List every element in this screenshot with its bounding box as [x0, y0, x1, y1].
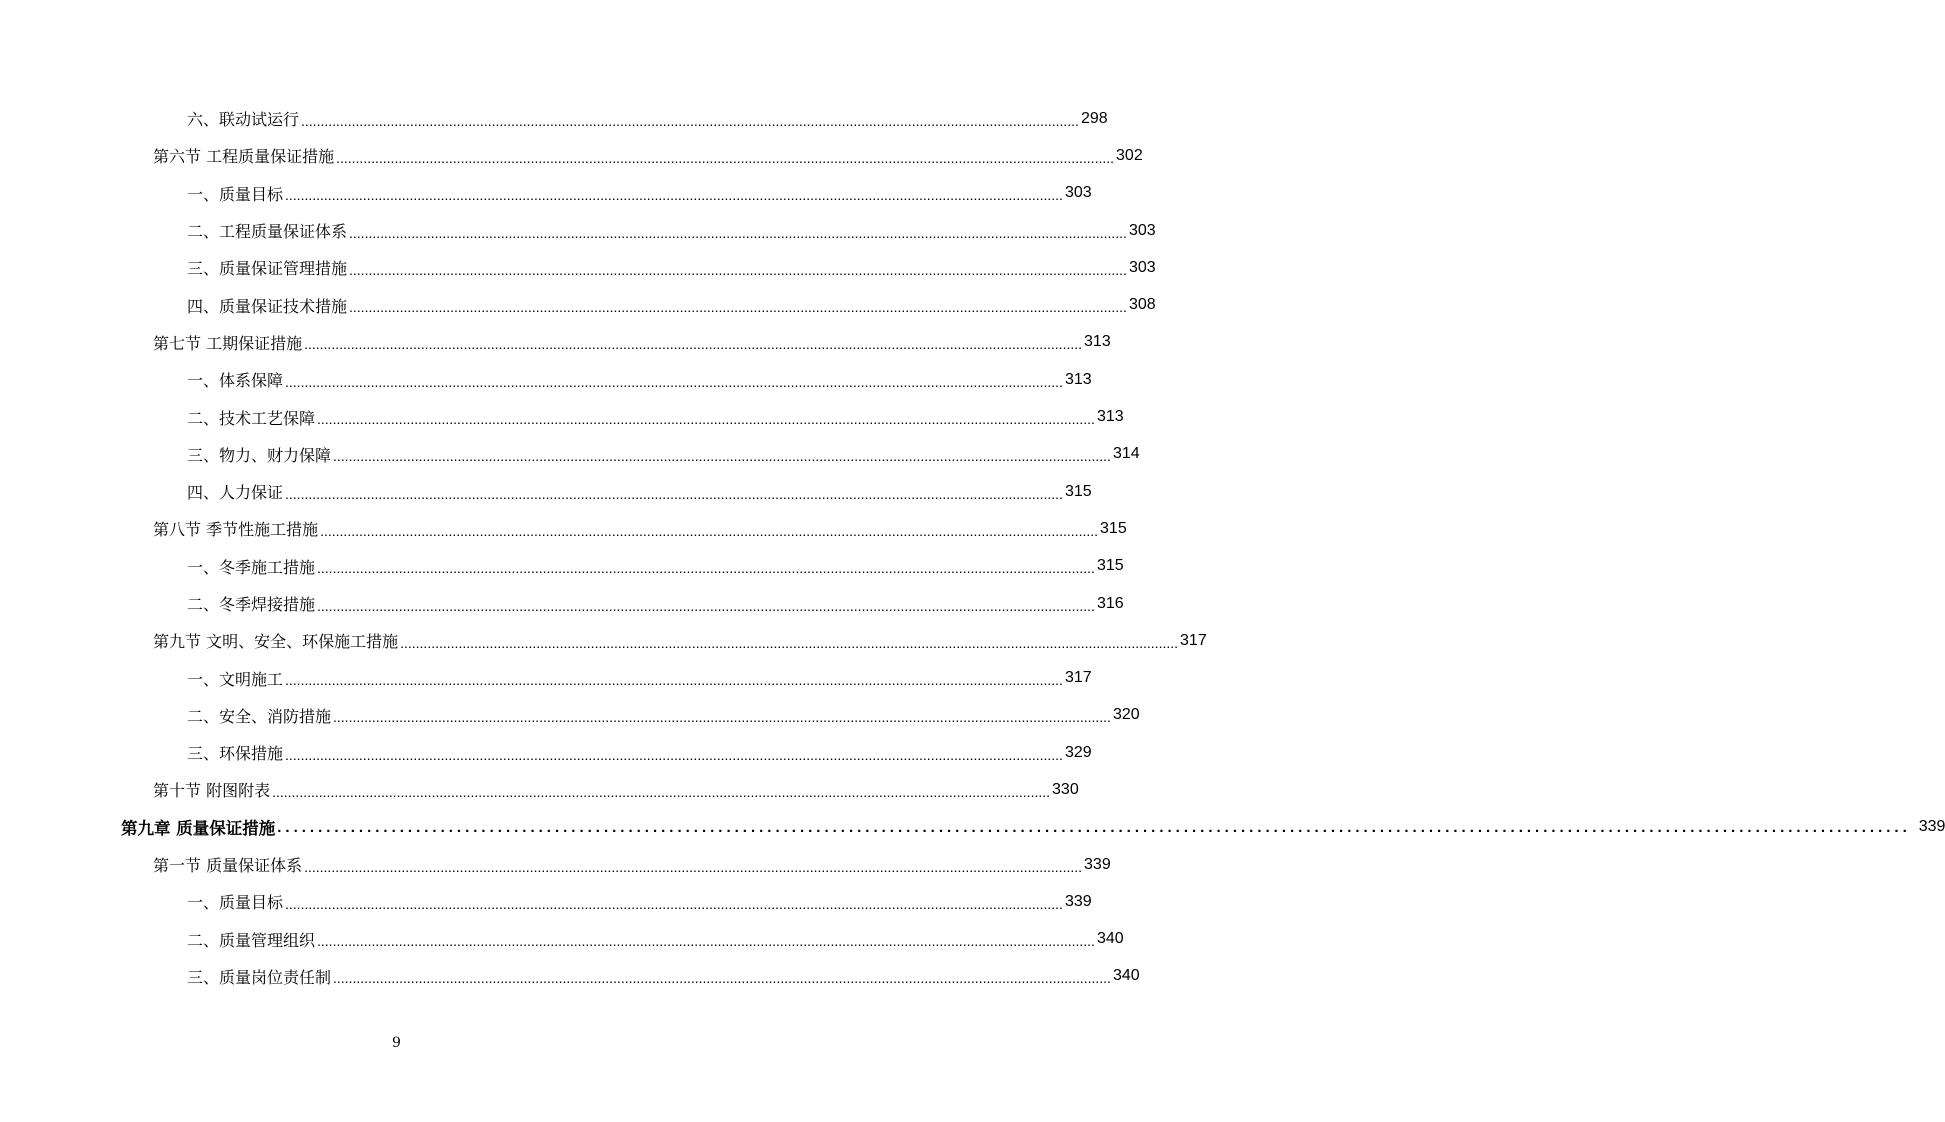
toc-entry-page: 315 [1064, 482, 1092, 500]
toc-subsection-entry[interactable] [0, 734, 1092, 771]
toc-dot-leader: ........................................................................................................................................................................................................ [333, 970, 1111, 987]
toc-subsection-entry[interactable] [0, 585, 1124, 622]
toc-subsection-entry[interactable] [0, 659, 1092, 696]
toc-dot-leader: ........................................................................................................................................................................................................ [349, 299, 1127, 316]
toc-entry-title: 第六节 工程质量保证措施 [153, 147, 335, 167]
toc-dot-leader: ........................................................................................................................................................................................................ [277, 818, 1911, 836]
toc-entry-page: 320 [1112, 706, 1140, 724]
toc-section-entry[interactable] [0, 771, 1079, 808]
toc-subsection-entry[interactable] [0, 361, 1092, 398]
toc-dot-leader: ........................................................................................................................................................................................................ [317, 933, 1095, 950]
toc-entry-title: 第十节 附图附表 [153, 781, 271, 801]
toc-dot-leader: ........................................................................................................................................................................................................ [301, 112, 1079, 129]
toc-dot-leader: ........................................................................................................................................................................................................ [285, 746, 1063, 763]
toc-dot-leader: ........................................................................................................................................................................................................ [285, 187, 1063, 204]
toc-entry-title: 三、物力、财力保障 [187, 445, 332, 465]
toc-dot-leader: ........................................................................................................................................................................................................ [349, 224, 1127, 241]
page-number: 9 [392, 1035, 401, 1051]
toc-dot-leader: ........................................................................................................................................................................................................ [285, 672, 1063, 689]
toc-dot-leader: ........................................................................................................................................................................................................ [272, 783, 1051, 800]
toc-entry-page: 302 [1116, 146, 1143, 164]
toc-entry-page: 330 [1052, 780, 1079, 798]
toc-entry-title: 第九节 文明、安全、环保施工措施 [153, 632, 399, 652]
toc-entry-page: 313 [1064, 370, 1092, 388]
toc-dot-leader: ........................................................................................................................................................................................................ [336, 149, 1115, 166]
toc-entry-page: 315 [1100, 519, 1127, 537]
toc-chapter-entry[interactable] [0, 809, 1945, 846]
toc-dot-leader: ........................................................................................................................................................................................................ [320, 522, 1099, 539]
table-of-contents [0, 100, 1945, 995]
toc-entry-title: 二、安全、消防措施 [187, 706, 332, 726]
toc-dot-leader: ........................................................................................................................................................................................................ [317, 597, 1095, 614]
toc-dot-leader: ........................................................................................................................................................................................................ [400, 634, 1179, 651]
toc-section-entry[interactable] [0, 510, 1127, 547]
toc-dot-leader: ........................................................................................................................................................................................................ [317, 560, 1095, 577]
toc-entry-page: 339 [1084, 855, 1111, 873]
toc-entry-title: 三、质量保证管理措施 [187, 259, 348, 279]
toc-entry-page: 339 [1064, 892, 1092, 910]
toc-entry-page: 317 [1180, 631, 1207, 649]
toc-dot-leader: ........................................................................................................................................................................................................ [304, 336, 1083, 353]
toc-dot-leader: ........................................................................................................................................................................................................ [317, 411, 1095, 428]
toc-section-entry[interactable] [0, 324, 1111, 361]
toc-subsection-entry[interactable] [0, 883, 1092, 920]
toc-subsection-entry[interactable] [0, 436, 1140, 473]
toc-subsection-entry[interactable] [0, 697, 1140, 734]
toc-subsection-entry[interactable] [0, 249, 1156, 286]
toc-section-entry[interactable] [0, 846, 1111, 883]
toc-entry-title: 四、质量保证技术措施 [187, 296, 348, 316]
toc-entry-page: 339 [1918, 818, 1945, 836]
toc-entry-title: 六、联动试运行 [187, 110, 300, 130]
toc-entry-title: 二、冬季焊接措施 [187, 595, 316, 614]
toc-entry-page: 314 [1112, 445, 1140, 463]
toc-section-entry[interactable] [0, 622, 1207, 659]
toc-entry-page: 315 [1096, 557, 1124, 575]
toc-entry-page: 308 [1128, 296, 1156, 314]
toc-subsection-entry[interactable] [0, 921, 1124, 958]
toc-entry-title: 一、文明施工 [187, 669, 284, 689]
toc-section-entry[interactable] [0, 137, 1143, 174]
toc-entry-page: 313 [1084, 333, 1111, 351]
toc-entry-title: 一、质量目标 [187, 184, 284, 204]
toc-dot-leader: ........................................................................................................................................................................................................ [285, 373, 1063, 390]
toc-entry-title: 第九章 质量保证措施 [121, 819, 276, 839]
toc-entry-title: 四、人力保证 [187, 483, 284, 503]
toc-entry-title: 二、工程质量保证体系 [187, 222, 348, 242]
toc-entry-title: 第七节 工期保证措施 [153, 333, 303, 353]
toc-entry-title: 一、冬季施工措施 [187, 557, 316, 577]
toc-subsection-entry[interactable] [0, 548, 1124, 585]
toc-entry-title: 三、质量岗位责任制 [187, 967, 332, 987]
toc-entry-page: 298 [1080, 109, 1108, 127]
toc-entry-page: 313 [1096, 408, 1124, 426]
toc-entry-page: 340 [1112, 967, 1140, 985]
toc-dot-leader: ........................................................................................................................................................................................................ [285, 895, 1063, 912]
toc-entry-page: 316 [1096, 594, 1124, 612]
toc-entry-page: 303 [1064, 184, 1092, 202]
toc-subsection-entry[interactable] [0, 286, 1156, 323]
toc-dot-leader: ........................................................................................................................................................................................................ [285, 485, 1063, 502]
toc-entry-title: 三、环保措施 [187, 744, 284, 764]
toc-dot-leader: ........................................................................................................................................................................................................ [333, 448, 1111, 465]
toc-entry-title: 一、体系保障 [187, 371, 284, 391]
toc-subsection-entry[interactable] [0, 175, 1092, 212]
toc-subsection-entry[interactable] [0, 398, 1124, 435]
toc-subsection-entry[interactable] [0, 958, 1140, 995]
toc-entry-title: 二、质量管理组织 [187, 930, 316, 950]
toc-entry-page: 329 [1064, 743, 1092, 761]
toc-dot-leader: ........................................................................................................................................................................................................ [304, 858, 1083, 875]
toc-dot-leader: ........................................................................................................................................................................................................ [349, 261, 1127, 278]
toc-entry-page: 340 [1096, 930, 1124, 948]
toc-dot-leader: ........................................................................................................................................................................................................ [333, 709, 1111, 726]
toc-entry-title: 二、技术工艺保障 [187, 408, 316, 428]
toc-entry-title: 第八节 季节性施工措施 [153, 520, 319, 540]
toc-subsection-entry[interactable] [0, 473, 1092, 510]
toc-entry-page: 303 [1128, 258, 1156, 276]
toc-entry-title: 一、质量目标 [187, 893, 284, 913]
toc-subsection-entry[interactable] [0, 100, 1108, 137]
toc-entry-page: 303 [1128, 221, 1156, 239]
toc-entry-page: 317 [1064, 669, 1092, 687]
toc-entry-title: 第一节 质量保证体系 [153, 856, 303, 876]
toc-subsection-entry[interactable] [0, 212, 1156, 249]
